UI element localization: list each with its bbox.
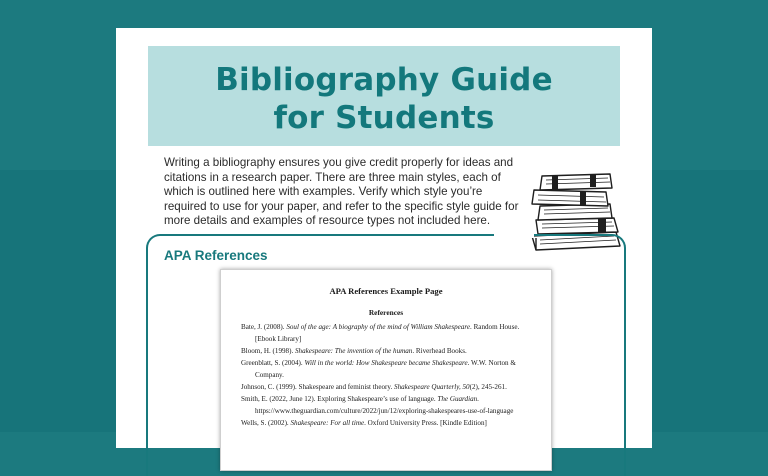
reference-entry: Bate, J. (2008). Soul of the age: A biography of the mind of William Shakespeare. Random House. [Ebook Library] — [241, 323, 520, 343]
guide-sheet — [116, 28, 652, 448]
frame-gap — [494, 232, 534, 238]
example-page-title: APA References Example Page — [329, 286, 443, 296]
page-title-line-1: Bibliography Guide — [215, 62, 553, 98]
reference-entry: Smith, E. (2022, June 12). Exploring Shakespeare’s use of language. The Guardian. https://www.theguardian.com/culture/2022/jun/12/exploring-shakespeares-use-of-language — [241, 395, 514, 415]
references-heading: References — [368, 308, 404, 317]
reference-entry: Wells, S. (2002). Shakespeare: For all time. Oxford University Press. [Kindle Edition] — [241, 419, 487, 427]
reference-entry: Greenblatt, S. (2004). Will in the world: How Shakespeare became Shakespeare. W.W. Norton & Company. — [241, 359, 516, 379]
apa-section-heading: APA References — [164, 248, 268, 263]
reference-entry: Johnson, C. (1999). Shakespeare and feminist theory. Shakespeare Quarterly, 50(2), 245-261. — [241, 383, 507, 391]
reference-entry: Bloom, H. (1998). Shakespeare: The invention of the human. Riverhead Books. — [241, 347, 467, 355]
page-title-line-2: for Students — [273, 100, 495, 136]
reference-list — [241, 321, 541, 429]
apa-example-page — [220, 269, 552, 471]
title-banner — [148, 46, 620, 146]
intro-paragraph: Writing a bibliography ensures you give credit properly for ideas and citations in a research paper. There are three main styles, each of which is outlined here with examples. Verify which style you’re required to use for your paper, and refer to the specific style guide for more details and examples of resource types not included here. — [164, 156, 519, 228]
